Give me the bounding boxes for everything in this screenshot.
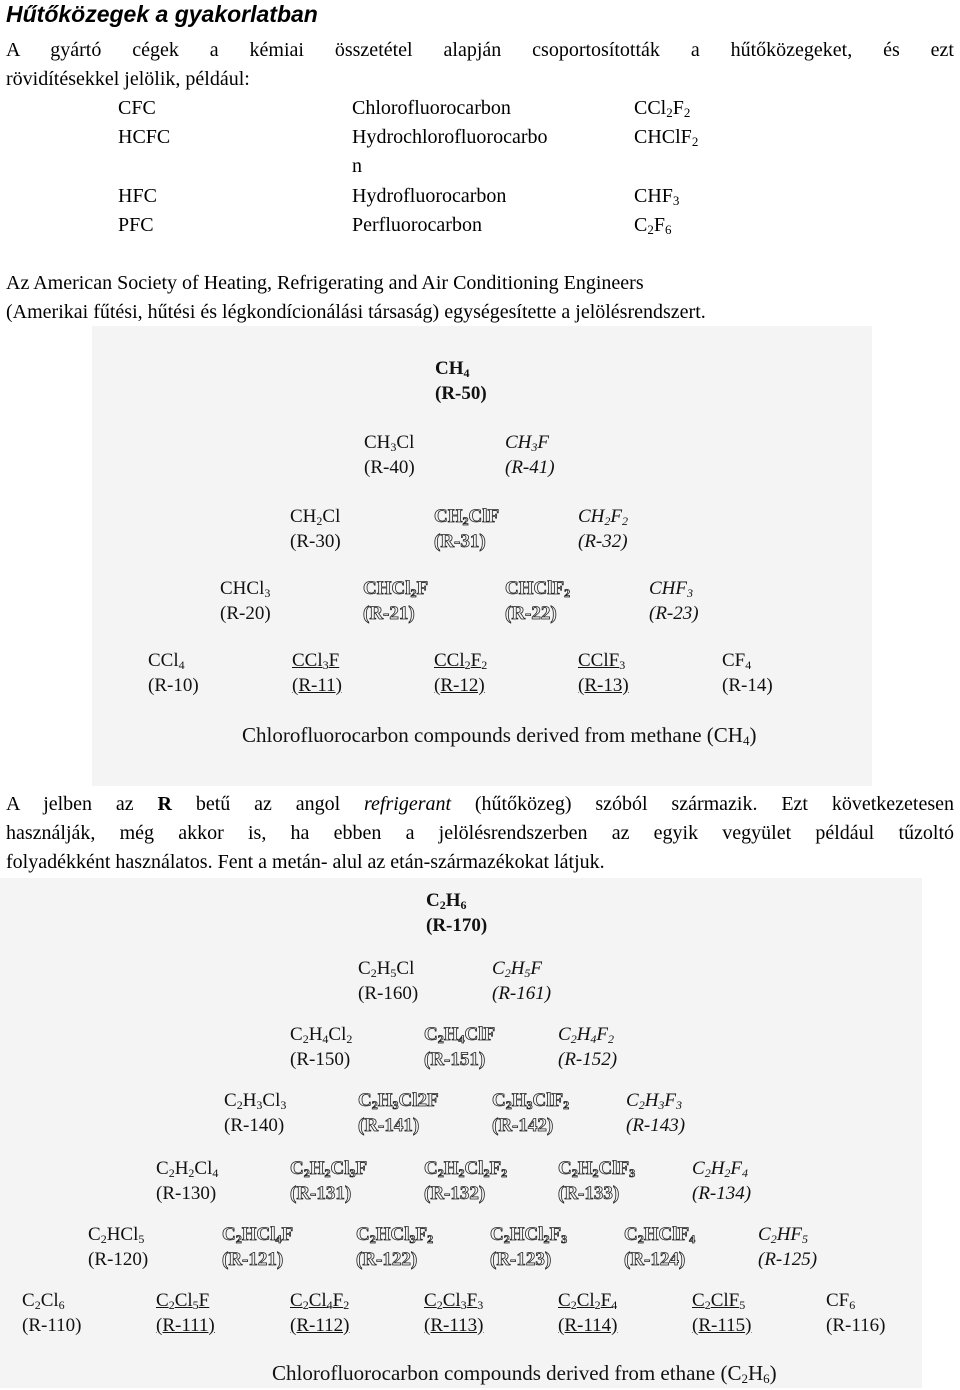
abbr-formula: $C_2F_6$ — [634, 214, 672, 237]
abbr-name: Perfluorocarbon — [352, 214, 482, 236]
explain-paragraph — [6, 790, 954, 877]
compound-code: (R-121) — [222, 1249, 284, 1270]
ethane-compound — [88, 1222, 148, 1272]
compound-code: (R-12) — [434, 675, 485, 696]
abbr-name-continued: n — [352, 155, 362, 177]
ethane-compound — [290, 1022, 352, 1072]
compound-formula: $C_2H_3Cl2F$ — [358, 1090, 439, 1112]
ethane-compound — [358, 1088, 439, 1138]
ethane-compound — [692, 1288, 751, 1338]
ethane-compound — [558, 1288, 617, 1338]
explain-line-3: folyadékként használatos. Fent a metán- alul az etán-származékokat látjuk. — [6, 851, 605, 873]
ethane-compound — [356, 1222, 433, 1272]
compound-code: (R-13) — [578, 675, 629, 696]
compound-code: (R-170) — [426, 915, 488, 936]
compound-code: (R-112) — [290, 1315, 350, 1336]
compound-formula: $C_2H_4ClF$ — [424, 1024, 496, 1046]
compound-formula: $C_2HF_5$ — [758, 1224, 809, 1246]
abbr-code: HFC — [118, 185, 157, 207]
ethane-compound — [758, 1222, 817, 1272]
compound-code: (R-134) — [692, 1183, 752, 1204]
compound-formula: CCl$_3$F — [292, 650, 340, 672]
ethane-compound — [224, 1088, 286, 1138]
abbr-name: Chlorofluorocarbon — [352, 97, 511, 119]
ethane-compound — [22, 1288, 81, 1338]
methane-compound — [434, 504, 499, 554]
compound-code: (R-32) — [578, 531, 628, 552]
ethane-compound — [558, 1156, 635, 1206]
compound-formula: $C_2HCl_4F$ — [222, 1224, 294, 1246]
ethane-compound — [626, 1088, 685, 1138]
compound-code: (R-152) — [558, 1049, 618, 1070]
compound-formula: $C_2H_4Cl_2$ — [290, 1024, 353, 1046]
compound-code: (R-141) — [358, 1115, 420, 1136]
methane-caption: Chlorofluorocarbon compounds derived from methane $(CH_4)$ — [242, 723, 757, 748]
compound-code: (R-41) — [505, 457, 555, 478]
abbr-formula: $CHF_3$ — [634, 185, 680, 208]
compound-formula: $C_2H_2ClF_3$ — [558, 1158, 636, 1180]
page-title: Hűtőközegek a gyakorlatban — [6, 1, 318, 27]
compound-formula: $CCl_2F_2$ — [434, 650, 488, 672]
compound-code: (R-40) — [364, 457, 415, 478]
compound-formula: $C_2ClF_5$ — [692, 1290, 746, 1312]
compound-formula: $C_2HCl_2F_3$ — [490, 1224, 568, 1246]
ethane-compound — [558, 1022, 617, 1072]
ethane-compound — [290, 1288, 349, 1338]
compound-formula: $C_2H_5F$ — [492, 958, 543, 980]
compound-code: (R-115) — [692, 1315, 752, 1336]
compound-code: (R-133) — [558, 1183, 620, 1204]
methane-compound — [220, 576, 271, 626]
compound-formula: $CH_3Cl$ — [364, 432, 415, 454]
methane-compound — [363, 576, 428, 626]
ethane-compound — [222, 1222, 293, 1272]
compound-code: (R-116) — [826, 1315, 886, 1336]
compound-code: (R-111) — [156, 1315, 215, 1336]
ethane-compound — [624, 1222, 695, 1272]
explain-line-1: A jelben az R betű az angol refrigerant (hűtőközeg) szóból származik. Ezt következetesen — [6, 793, 954, 815]
compound-code: (R-14) — [722, 675, 773, 696]
abbr-code: HCFC — [118, 126, 171, 148]
compound-code: (R-123) — [490, 1249, 552, 1270]
ethane-compound — [424, 1288, 483, 1338]
compound-formula: CHCl$_2$F — [363, 578, 429, 600]
ethane-compound — [490, 1222, 567, 1272]
ashrae-line-1: Az American Society of Heating, Refrigerating and Air Conditioning Engineers — [6, 272, 644, 294]
explain-line-2: használják, még akkor is, ha ebben a jelölésrendszerben az egyik vegyület például tűzoltó — [6, 822, 954, 844]
compound-formula: $C_2H_2F_4$ — [692, 1158, 749, 1180]
compound-code: (R-120) — [88, 1249, 149, 1270]
intro-line-2: rövidítésekkel jelölik, például: — [6, 68, 250, 90]
compound-formula: $CH_2Cl$ — [290, 506, 341, 528]
compound-code: (R-142) — [492, 1115, 554, 1136]
abbr-name: Hydrofluorocarbon — [352, 185, 507, 207]
compound-code: (R-143) — [626, 1115, 686, 1136]
methane-compound — [722, 648, 773, 698]
ashrae-paragraph — [6, 269, 954, 327]
methane-compound — [434, 648, 487, 698]
methane-compound — [364, 430, 415, 480]
compound-formula: $CH_3F$ — [505, 432, 550, 454]
abbr-code: PFC — [118, 214, 154, 236]
ethane-compound — [156, 1156, 218, 1206]
compound-formula: CHClF$_2$ — [505, 578, 571, 600]
ethane-compound — [426, 888, 487, 938]
ethane-compound — [358, 956, 418, 1006]
ethane-caption: Chlorofluorocarbon compounds derived from ethane $(C_2H_6)$ — [272, 1361, 777, 1386]
compound-code: (R-20) — [220, 603, 271, 624]
methane-compound — [505, 576, 570, 626]
compound-code: (R-11) — [292, 675, 342, 696]
compound-formula: $CF_6$ — [826, 1290, 856, 1312]
methane-compound — [292, 648, 342, 698]
ethane-compound — [424, 1156, 507, 1206]
compound-code: (R-50) — [435, 383, 487, 404]
compound-code: (R-130) — [156, 1183, 217, 1204]
ethane-figure — [0, 878, 922, 1388]
compound-formula: CClF$_3$ — [578, 650, 626, 672]
abbr-code: CFC — [118, 97, 156, 119]
compound-formula: $C_2H_6$ — [426, 890, 467, 912]
ethane-compound — [156, 1288, 215, 1338]
abbr-name: Hydrochlorofluorocarbo — [352, 126, 548, 148]
methane-compound — [505, 430, 555, 480]
compound-code: (R-30) — [290, 531, 341, 552]
compound-formula: $C_2Cl_2F_4$ — [558, 1290, 618, 1312]
compound-formula: $C_2HClF_4$ — [624, 1224, 696, 1246]
ethane-compound — [692, 1156, 751, 1206]
methane-compound — [435, 356, 487, 406]
compound-code: (R-161) — [492, 983, 552, 1004]
compound-formula: $C_2Cl_3F_3$ — [424, 1290, 484, 1312]
compound-code: (R-23) — [649, 603, 699, 624]
compound-formula: $CH_2ClF$ — [434, 506, 500, 528]
compound-code: (R-122) — [356, 1249, 418, 1270]
ethane-compound — [492, 956, 551, 1006]
compound-formula: $C_2HCl_5$ — [88, 1224, 145, 1246]
compound-code: (R-150) — [290, 1049, 351, 1070]
methane-compound — [148, 648, 199, 698]
compound-code: (R-140) — [224, 1115, 285, 1136]
ethane-compound — [290, 1156, 367, 1206]
compound-code: (R-114) — [558, 1315, 618, 1336]
compound-code: (R-124) — [624, 1249, 686, 1270]
intro-line-1: A gyártó cégek a kémiai összetétel alapján csoportosították a hűtőközegeket, és ezt — [6, 39, 954, 61]
compound-formula: $C_2Cl_5F$ — [156, 1290, 210, 1312]
compound-code: (R-160) — [358, 983, 419, 1004]
compound-code: (R-31) — [434, 531, 486, 552]
compound-formula: $C_2H_4F_2$ — [558, 1024, 615, 1046]
compound-code: (R-110) — [22, 1315, 82, 1336]
compound-formula: $C_2H_3ClF_2$ — [492, 1090, 570, 1112]
compound-formula: $C_2H_3F_3$ — [626, 1090, 683, 1112]
compound-code: (R-125) — [758, 1249, 818, 1270]
compound-code: (R-10) — [148, 675, 199, 696]
ethane-compound — [424, 1022, 495, 1072]
compound-formula: $CHF_3$ — [649, 578, 693, 600]
compound-formula: $CH_4$ — [435, 358, 470, 380]
compound-formula: CHCl$_3$ — [220, 578, 271, 600]
compound-code: (R-113) — [424, 1315, 484, 1336]
compound-formula: $C_2H_3Cl_3$ — [224, 1090, 287, 1112]
methane-compound — [290, 504, 341, 554]
abbr-formula: CHClF$_2$ — [634, 126, 699, 149]
compound-formula: $C_2H_5Cl$ — [358, 958, 415, 980]
compound-formula: CCl$_4$ — [148, 650, 185, 672]
compound-formula: $C_2H_2Cl_4$ — [156, 1158, 219, 1180]
compound-formula: $C_2HCl_3F_2$ — [356, 1224, 434, 1246]
compound-formula: $CH_2F_2$ — [578, 506, 629, 528]
compound-formula: $C_2H_2Cl_3F$ — [290, 1158, 368, 1180]
compound-code: (R-151) — [424, 1049, 486, 1070]
methane-compound — [578, 648, 629, 698]
compound-code: (R-21) — [363, 603, 415, 624]
compound-formula: $CF_4$ — [722, 650, 752, 672]
compound-formula: $C_2H_2Cl_2F_2$ — [424, 1158, 508, 1180]
abbr-formula: $CCl_2F_2$ — [634, 97, 691, 120]
compound-code: (R-22) — [505, 603, 557, 624]
methane-figure — [92, 326, 872, 786]
compound-formula: $C_2Cl_4F_2$ — [290, 1290, 350, 1312]
methane-compound — [649, 576, 699, 626]
intro-paragraph — [6, 36, 954, 94]
methane-compound — [578, 504, 628, 554]
compound-formula: $C_2Cl_6$ — [22, 1290, 65, 1312]
ethane-compound — [492, 1088, 569, 1138]
ashrae-line-2: (Amerikai fűtési, hűtési és légkondícionálási társaság) egységesítette a jelölésrendszert. — [6, 301, 706, 323]
compound-code: (R-131) — [290, 1183, 352, 1204]
ethane-compound — [826, 1288, 885, 1338]
compound-code: (R-132) — [424, 1183, 486, 1204]
